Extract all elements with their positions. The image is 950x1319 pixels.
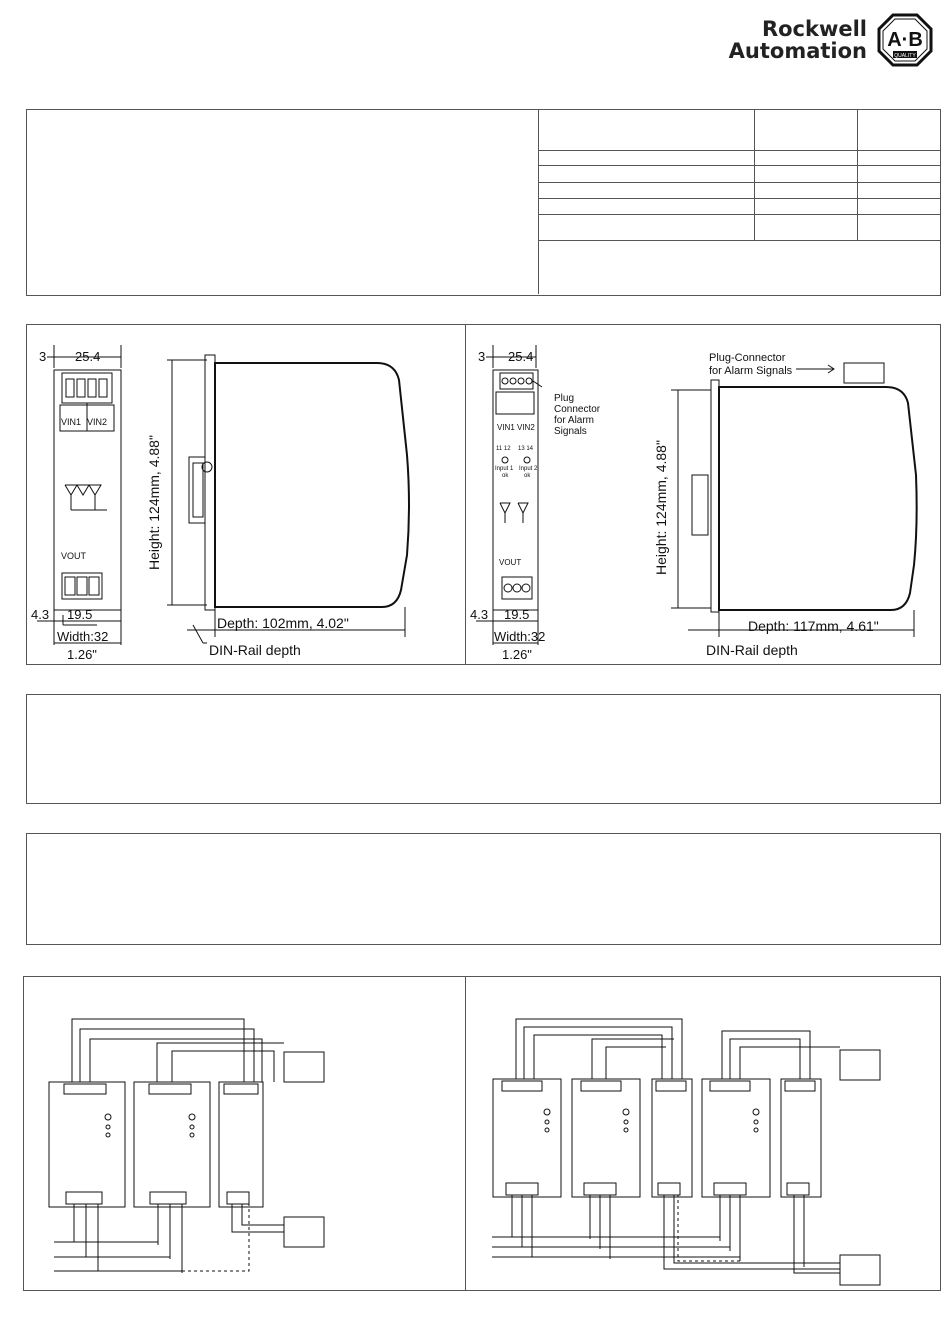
spec-table	[538, 110, 941, 294]
plug-label-1: Plug	[554, 393, 575, 404]
right-depth-label: Depth: 117mm, 4.61"	[748, 618, 879, 634]
svg-text:A·B: A·B	[887, 29, 923, 51]
right-height-label: Height: 124mm, 4.88"	[653, 440, 669, 575]
svg-text:QUALITY: QUALITY	[894, 53, 916, 59]
input1-label: Input 1	[495, 466, 514, 472]
brand-line1: Rockwell	[761, 17, 867, 41]
left-wiring-diagram	[24, 977, 464, 1290]
right-left-offset-label: 3	[478, 349, 486, 364]
brand-wordmark	[707, 18, 867, 62]
right-wiring-diagram	[466, 977, 940, 1290]
right-dimension-drawing	[466, 325, 940, 664]
right-width-mm-label: Width:32	[494, 629, 546, 644]
right-vin1-label: VIN1	[497, 423, 515, 432]
width-in-label: 1.26"	[67, 647, 97, 662]
bottom-offset-label: 4.3	[31, 607, 50, 622]
left-offset-label: 3	[39, 349, 47, 364]
input2-ok-label: ok	[524, 473, 531, 479]
terminal-11-12-label: 11 12	[496, 446, 511, 452]
width-mm-label: Width:32	[57, 629, 109, 644]
terminal-13-14-label: 13 14	[518, 446, 534, 452]
input2-label: Input 2	[519, 466, 538, 472]
din-rail-label: DIN-Rail depth	[209, 642, 301, 658]
vin2-label: VIN2	[87, 417, 108, 427]
right-top-width-label: 25.4	[508, 349, 534, 364]
right-bottom-span-label: 19.5	[504, 607, 530, 622]
right-din-rail-label: DIN-Rail depth	[706, 642, 798, 658]
top-width-label: 25.4	[75, 349, 101, 364]
left-dimension-drawing	[27, 325, 464, 664]
brand-line2: Automation	[728, 39, 867, 63]
input1-ok-label: ok	[502, 473, 509, 479]
right-vin2-label: VIN2	[517, 423, 535, 432]
plug-label-4: Signals	[554, 426, 587, 437]
right-vout-label: VOUT	[499, 558, 522, 567]
plug-label-3: for Alarm	[554, 415, 595, 426]
notes-box-2	[26, 833, 941, 945]
allen-bradley-logo	[877, 13, 933, 67]
plug-connector-label-2: for Alarm Signals	[709, 365, 793, 377]
vin1-label: VIN1	[61, 417, 82, 427]
plug-label-2: Connector	[554, 404, 601, 415]
bottom-span-label: 19.5	[67, 607, 93, 622]
plug-connector-label-1: Plug-Connector	[709, 352, 786, 364]
height-label: Height: 124mm, 4.88"	[146, 435, 162, 570]
notes-box-1	[26, 694, 941, 804]
right-width-in-label: 1.26"	[502, 647, 532, 662]
depth-label: Depth: 102mm, 4.02"	[217, 615, 349, 631]
right-bottom-offset-label: 4.3	[470, 607, 489, 622]
vout-label: VOUT	[61, 551, 87, 561]
